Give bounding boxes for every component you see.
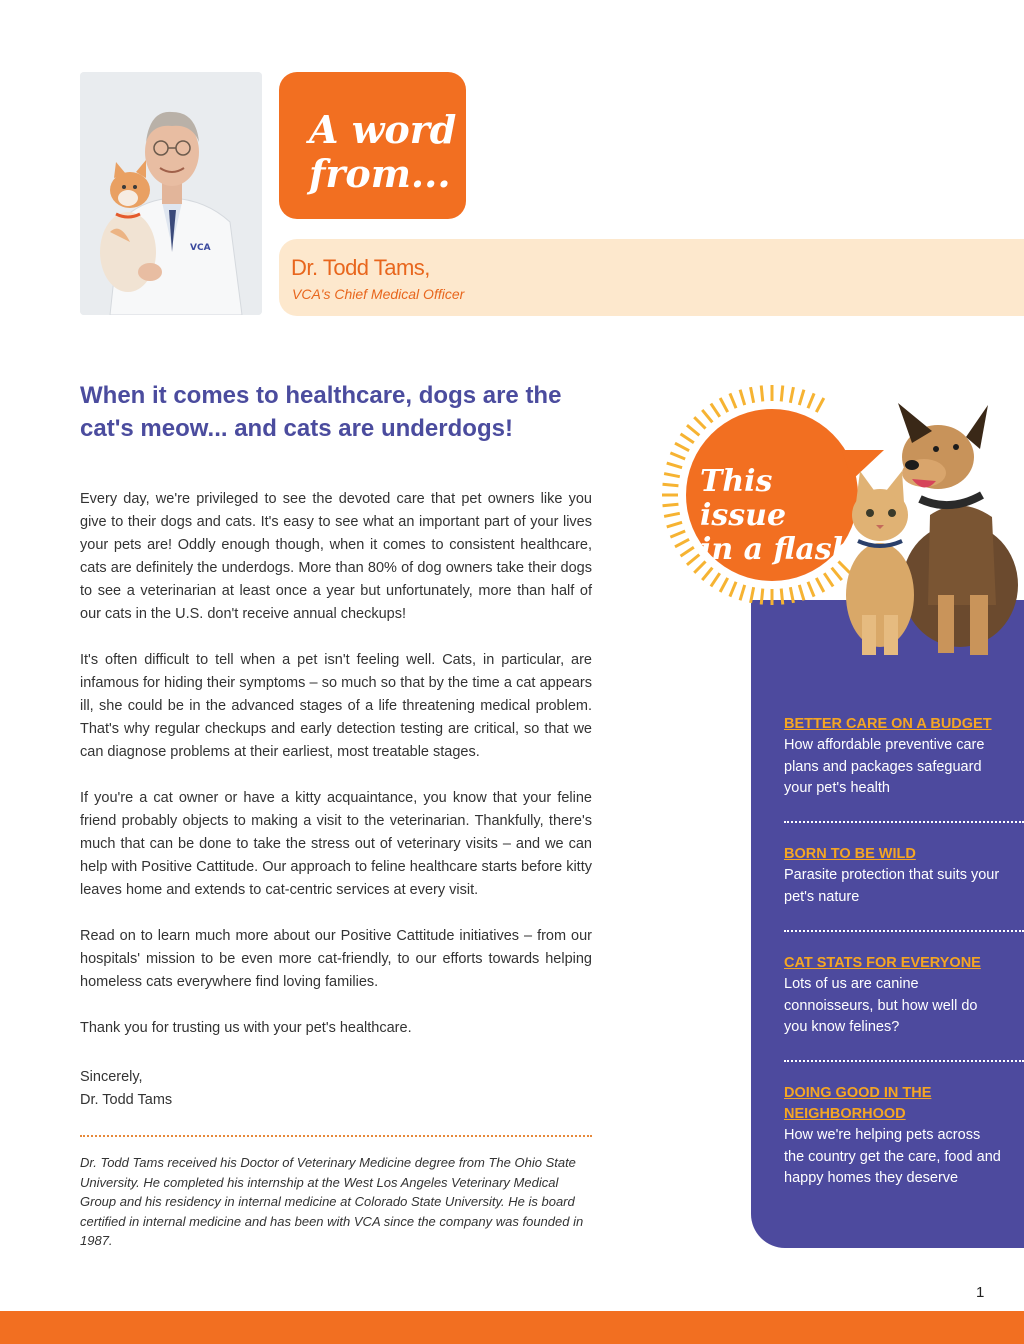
sidebar-item [784,1083,1004,1190]
author-name: Dr. Todd Tams, [291,255,430,280]
doctor-photo [80,72,262,315]
page-number: 1 [976,1284,985,1301]
dog-and-cat-illustration [820,395,1024,660]
sidebar-separator [784,930,1024,932]
paragraph: Read on to learn much more about our Positive Cattitude initiatives – from our hospitals' mission to be even more cat-friendly, to our efforts towards helping homeless cats everywhere find loving families. [80,928,592,990]
headline-line2: cat's meow... and cats are underdogs! [80,415,513,442]
sidebar-item-title[interactable]: DOING GOOD IN THE NEIGHBORHOOD [784,1085,932,1122]
a-word-from-badge [279,72,466,219]
paragraph: It's often difficult to tell when a pet isn't feeling well. Cats, in particular, are infamous for hiding their symptoms – so much so that by the time a cat appears ill, she could be in the advanced stages of a life threatening medical problem. That's why regular checkups and early detection testing are critical, so that we can diagnose problems at their earliest, most treatable stages. [80,652,592,760]
paragraph: If you're a cat owner or have a kitty acquaintance, you know that your feline friend probably objects to making a visit to the veterinarian. Thankfully, there's much that can be done to take the stress out of veterinary visits – and we can help with Positive Cattitude. Our approach to feline healthcare starts before kitty leaves home and extends to cat-centric services at every visit. [80,790,592,898]
article-body [80,488,592,1063]
sidebar-separator [784,1060,1024,1062]
sidebar-item [784,844,1004,908]
closing: Sincerely, [80,1069,143,1085]
word-from-line1: A word [309,107,457,152]
doctor-with-cat-illustration [80,72,262,315]
sidebar-item [784,714,1004,800]
sidebar-item-title[interactable]: BETTER CARE ON A BUDGET [784,716,992,732]
signature: Dr. Todd Tams [80,1092,173,1108]
headline-line1: When it comes to healthcare, dogs are the [80,382,562,409]
footer-bar [0,1311,1024,1344]
sidebar-item-desc: How affordable preventive care plans and packages safeguard your pet's health [784,737,985,796]
word-from-line2: from... [309,151,451,196]
author-bio: Dr. Todd Tams received his Doctor of Veterinary Medicine degree from The Ohio State University. He completed his internship at the West Los Angeles Veterinary Medical Group and his residency in internal medicine at Colorado State University. He is board certified in internal medicine and has been with VCA since the company was founded in 1987. [80,1155,584,1249]
dotted-divider [80,1135,592,1137]
paragraph: Thank you for trusting us with your pet's healthcare. [80,1020,412,1036]
article-headline [80,379,600,445]
badge-line2: in a flash [700,532,854,567]
pets-icon [820,395,1024,660]
author-band [279,239,1024,316]
sidebar-item [784,953,1004,1039]
sidebar-item-desc: Parasite protection that suits your pet's nature [784,867,1000,905]
sidebar-item-title[interactable]: CAT STATS FOR EVERYONE [784,955,981,971]
signature-block [80,1066,172,1112]
sidebar-item-title[interactable]: BORN TO BE WILD [784,846,916,862]
svg-text:VCA: VCA [190,243,211,253]
sidebar-item-desc: How we're helping pets across the country get the care, food and happy homes they deserve [784,1127,1001,1186]
sidebar-separator [784,821,1024,823]
sidebar-item-desc: Lots of us are canine connoisseurs, but how well do you know felines? [784,976,978,1035]
issue-sidebar [751,600,1024,1248]
author-role: VCA's Chief Medical Officer [292,286,465,302]
badge-line1: This issue [700,464,787,533]
paragraph: Every day, we're privileged to see the devoted care that pet owners like you give to their dogs and cats. It's easy to see what an important part of your lives your pets are! Oddly enough though, when it comes to consistent healthcare, cats are definitely the underdogs. More than 80% of dog owners take their dogs to see a veterinarian at least once a year but unfortunately, more than half of our cats in the U.S. don't receive annual checkups! [80,491,592,622]
